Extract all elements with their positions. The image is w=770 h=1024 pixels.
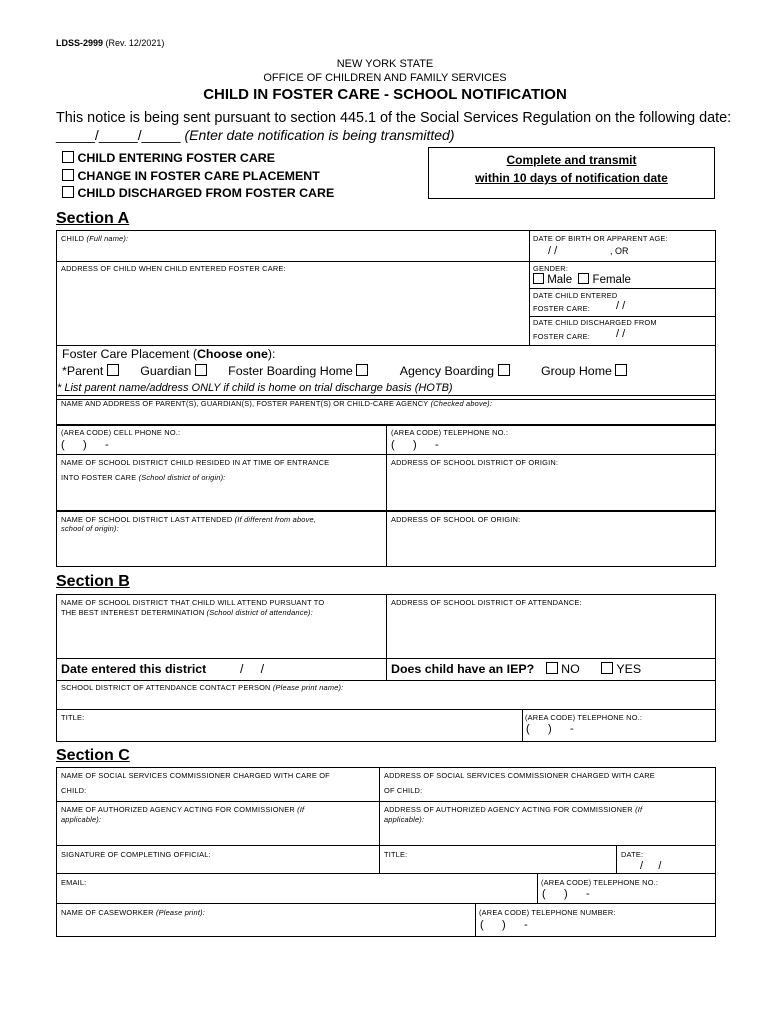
placement-label: Foster Care Placement (	[62, 347, 197, 361]
telephone-label: (AREA CODE) TELEPHONE NO.:	[391, 428, 509, 437]
caseworker-telephone-value[interactable]: ( ) -	[480, 919, 528, 931]
district-origin-address-label: ADDRESS OF SCHOOL DISTRICT OF ORIGIN:	[391, 458, 559, 467]
official-date-value[interactable]: / /	[640, 860, 662, 872]
checkbox-discharged[interactable]	[62, 186, 74, 198]
gender-male-label: Male	[547, 274, 573, 286]
reason-label: CHILD ENTERING FOSTER CARE	[77, 151, 276, 165]
dob-label: DATE OF BIRTH OR APPARENT AGE:	[533, 234, 668, 243]
divider	[537, 873, 538, 903]
dob-or: , OR	[610, 246, 629, 256]
commissioner-address-label-2: OF CHILD:	[384, 786, 423, 795]
last-attended-hint: school of origin):	[61, 524, 119, 533]
notice-box-line2: within 10 days of notification date	[475, 171, 668, 185]
notice-text: This notice is being sent pursuant to section 445.1 of the Social Services Regulation on the following date:	[56, 110, 732, 126]
commissioner-label-1: NAME OF SOCIAL SERVICES COMMISSIONER CHARGED WITH CARE OF	[61, 771, 330, 780]
label-text: INTO FOSTER CARE	[61, 473, 137, 482]
label-hint: (If	[297, 805, 305, 814]
checkbox-guardian[interactable]	[195, 364, 207, 376]
notice-box-line1: Complete and transmit	[506, 153, 637, 167]
divider	[56, 261, 529, 262]
contact-telephone-value[interactable]: ( ) -	[526, 723, 574, 735]
label-text: CHILD	[61, 234, 85, 243]
agency-address-hint: applicable):	[384, 815, 425, 824]
label-text: NAME OF SCHOOL DISTRICT LAST ATTENDED	[61, 515, 233, 524]
placement-choose: Choose one	[196, 347, 268, 361]
gender-label: GENDER:	[533, 264, 569, 273]
form-number: LDSS-2999	[56, 38, 104, 48]
contact-person-label	[61, 683, 343, 693]
attend-district-label-2	[61, 608, 313, 618]
placement-options	[62, 364, 627, 378]
label-hint: (School district of origin):	[138, 473, 226, 482]
divider	[529, 316, 716, 317]
iep-yes-label: YES	[616, 662, 642, 676]
agency-address-label	[384, 805, 642, 815]
divider	[386, 594, 387, 680]
agency-hint: applicable):	[61, 815, 102, 824]
divider	[529, 288, 716, 289]
discharged-label-2: FOSTER CARE:	[533, 332, 591, 341]
dob-value[interactable]: / /	[548, 245, 558, 257]
label-text: NAME OF AUTHORIZED AGENCY ACTING FOR COMMISSIONER	[61, 805, 295, 814]
placement-end: ):	[267, 347, 276, 361]
hotb-note: * List parent name/address ONLY if child is home on trial discharge basis (HOTB)	[57, 382, 453, 394]
label-text: SCHOOL DISTRICT OF ATTENDANCE CONTACT PERSON	[61, 683, 271, 692]
label-hint: (School district of attendance):	[206, 608, 313, 617]
checkbox-female[interactable]	[578, 273, 589, 284]
contact-title-label: TITLE:	[61, 713, 85, 722]
placement-group-label: Group Home	[540, 364, 612, 378]
official-telephone-value[interactable]: ( ) -	[542, 888, 590, 900]
notice-box	[428, 147, 715, 199]
gender-options	[533, 273, 631, 286]
form-id	[56, 38, 164, 48]
reason-label: CHANGE IN FOSTER CARE PLACEMENT	[77, 168, 320, 183]
agency-label	[61, 805, 304, 815]
section-a-heading: Section A	[56, 210, 130, 227]
divider	[56, 680, 716, 681]
divider	[616, 845, 617, 873]
notice-date-hint: (Enter date notification is being transmitted)	[184, 127, 455, 143]
label-hint: (If different from above,	[234, 515, 317, 524]
divider	[475, 903, 476, 937]
entered-label-1: DATE CHILD ENTERED	[533, 291, 618, 300]
date-entered-value[interactable]: / /	[240, 662, 265, 676]
official-title-label: TITLE:	[384, 850, 408, 859]
placement-guardian-label: Guardian	[140, 364, 192, 378]
commissioner-label-2: CHILD:	[61, 786, 87, 795]
office-name: OFFICE OF CHILDREN AND FAMILY SERVICES	[263, 72, 507, 84]
district-entrance-label-1: NAME OF SCHOOL DISTRICT CHILD RESIDED IN AT TIME OF ENTRANCE	[61, 458, 330, 467]
divider	[56, 903, 716, 904]
cell-phone-value[interactable]: ( ) -	[61, 439, 109, 451]
attend-district-label-1: NAME OF SCHOOL DISTRICT THAT CHILD WILL ATTEND PURSUANT TO	[61, 598, 325, 607]
gender-female-label: Female	[592, 274, 631, 286]
district-entrance-label-2	[61, 473, 226, 483]
date-entered-row	[61, 662, 206, 676]
form-revision: (Rev. 12/2021)	[105, 38, 165, 48]
divider	[56, 709, 716, 710]
checkbox-iep-yes[interactable]	[601, 662, 613, 674]
iep-row	[391, 662, 641, 676]
caseworker-telephone-label: (AREA CODE) TELEPHONE NUMBER:	[479, 908, 616, 917]
checkbox-iep-no[interactable]	[546, 662, 558, 674]
child-name-label	[61, 234, 128, 244]
reason-checkboxes	[62, 151, 334, 204]
date-entered-label: Date entered this district	[61, 662, 207, 676]
parents-label	[61, 399, 492, 409]
checkbox-male[interactable]	[533, 273, 544, 284]
iep-label: Does child have an IEP?	[391, 662, 535, 676]
contact-telephone-label: (AREA CODE) TELEPHONE NO.:	[525, 713, 643, 722]
iep-no-label: NO	[561, 662, 580, 676]
state-name: NEW YORK STATE	[336, 58, 434, 70]
reason-change	[62, 169, 334, 187]
signature-label: SIGNATURE OF COMPLETING OFFICIAL:	[61, 850, 211, 859]
entered-label-2: FOSTER CARE:	[533, 304, 591, 313]
label-text: THE BEST INTEREST DETERMINATION	[61, 608, 205, 617]
entered-value[interactable]: / /	[616, 300, 626, 312]
reason-label: CHILD DISCHARGED FROM FOSTER CARE	[77, 186, 335, 200]
discharged-label-1: DATE CHILD DISCHARGED FROM	[533, 318, 657, 327]
checkbox-agency[interactable]	[498, 364, 510, 376]
placement-fbh-label: Foster Boarding Home	[228, 364, 353, 378]
placement-agency-label: Agency Boarding	[399, 364, 495, 378]
email-label: EMAIL:	[61, 878, 87, 887]
official-telephone-label: (AREA CODE) TELEPHONE NO.:	[541, 878, 659, 887]
caseworker-label	[61, 908, 205, 918]
child-address-label: ADDRESS OF CHILD WHEN CHILD ENTERED FOSTER CARE:	[61, 264, 286, 273]
placement-parent-label: *Parent	[62, 364, 104, 378]
divider	[56, 658, 716, 659]
divider	[56, 345, 716, 346]
reason-entering	[62, 151, 334, 169]
divider	[386, 511, 387, 567]
school-origin-address-label: ADDRESS OF SCHOOL OF ORIGIN:	[391, 515, 521, 524]
divider	[379, 767, 380, 873]
section-c-heading: Section C	[56, 747, 130, 764]
label-hint: (Full name):	[86, 234, 129, 243]
divider	[522, 709, 523, 742]
commissioner-address-label-1: ADDRESS OF SOCIAL SERVICES COMMISSIONER CHARGED WITH CARE	[384, 771, 655, 780]
notice-date-line	[56, 127, 455, 143]
reason-discharged	[62, 186, 334, 204]
divider	[529, 261, 716, 262]
checkbox-parent[interactable]	[107, 364, 119, 376]
label-text: NAME OF CASEWORKER	[61, 908, 154, 917]
label-hint: (Please print name):	[272, 683, 344, 692]
checkbox-change[interactable]	[62, 169, 74, 181]
official-date-label: DATE:	[621, 850, 644, 859]
checkbox-group[interactable]	[615, 364, 627, 376]
divider	[56, 801, 716, 802]
notice-date-field[interactable]: _____/_____/_____	[56, 127, 181, 143]
page-title: CHILD IN FOSTER CARE - SCHOOL NOTIFICATION	[203, 86, 567, 103]
divider	[56, 454, 716, 455]
label-hint: (Checked above):	[430, 399, 493, 408]
placement-heading	[62, 347, 275, 361]
divider	[56, 873, 716, 874]
checkbox-fbh[interactable]	[356, 364, 368, 376]
label-hint: (If	[635, 805, 643, 814]
divider	[386, 425, 387, 511]
divider	[56, 845, 716, 846]
label-hint: (Please print):	[155, 908, 205, 917]
cell-phone-label: (AREA CODE) CELL PHONE NO.:	[61, 428, 181, 437]
attend-district-address-label: ADDRESS OF SCHOOL DISTRICT OF ATTENDANCE:	[391, 598, 582, 607]
discharged-value[interactable]: / /	[616, 328, 626, 340]
label-text: ADDRESS OF AUTHORIZED AGENCY ACTING FOR COMMISSIONER	[384, 805, 633, 814]
label-text: NAME AND ADDRESS OF PARENT(S), GUARDIAN(S), FOSTER PARENT(S) OR CHILD-CARE AGENCY	[61, 399, 429, 408]
checkbox-entering[interactable]	[62, 151, 74, 163]
telephone-value[interactable]: ( ) -	[391, 439, 439, 451]
section-b-heading: Section B	[56, 573, 130, 590]
